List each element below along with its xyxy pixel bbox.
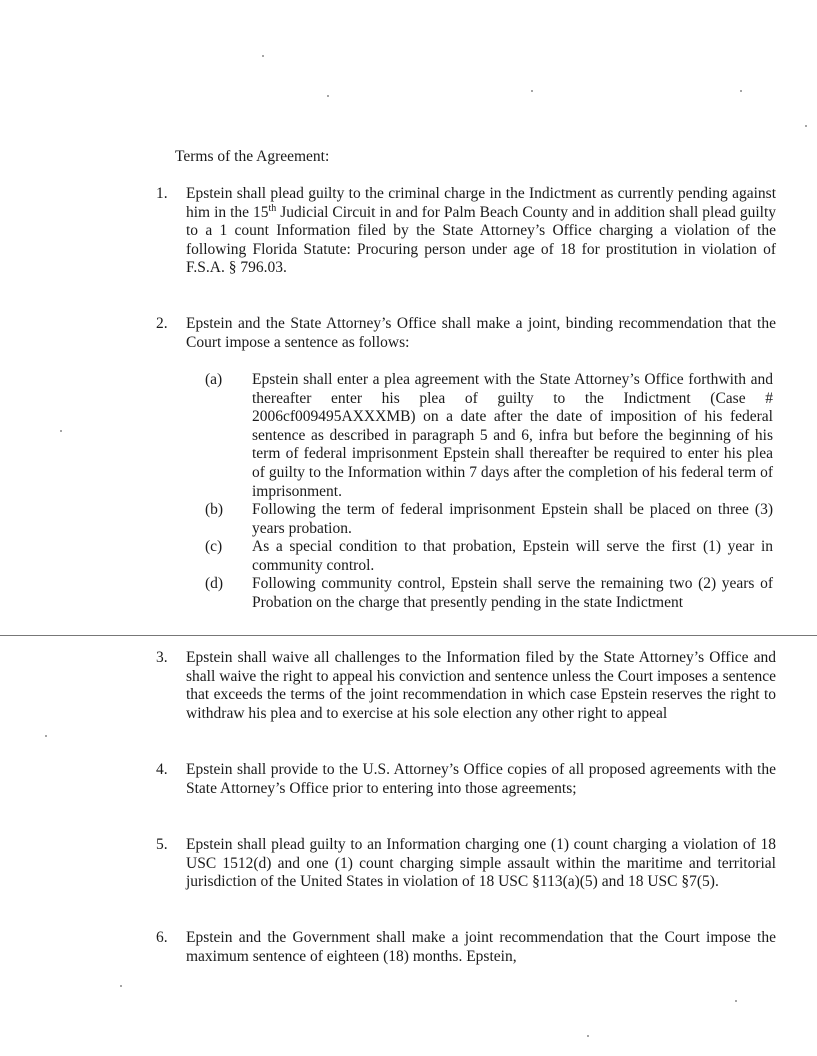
term-number: 6. (156, 929, 168, 946)
subterm-text: Following the term of federal imprisonment Epstein shall be placed on three (3) years probation. (252, 501, 773, 537)
subterm-text: As a special condition to that probation, Epstein will serve the first (1) year in community control. (252, 538, 773, 574)
term-text: Epstein shall waive all challenges to the Information filed by the State Attorney’s Office and shall waive the right to appeal his conviction and sentence unless the Court imposes a sentence that exceeds the terms of the joint recommendation in which case Epstein reserves the right to withdraw his plea and to exercise at his sole election any other right to appeal (186, 649, 776, 722)
scan-speck (262, 55, 264, 57)
term-item-3 (156, 649, 776, 723)
subterm-d (205, 575, 773, 612)
scan-speck (45, 735, 47, 737)
subterm-a (205, 371, 773, 501)
term-text-part-1: Epstein shall plead guilty to the criminal charge in the Indictment as currently pending against him in the 15 (186, 185, 776, 221)
term-item-1 (156, 185, 777, 278)
term-number: 2. (156, 315, 168, 332)
term-number: 4. (156, 761, 168, 778)
term-text-part-2: Judicial Circuit in and for Palm Beach County and in addition shall plead guilty to a 1 count Information filed by the State Attorney’s Office charging a violation of the following Florida Statute: Procuring person under age of 18 for prostitution in violation of F.S.A. § 796.03. (186, 203, 777, 277)
term-text: Epstein shall provide to the U.S. Attorney’s Office copies of all proposed agreements with the State Attorney’s Office prior to entering into those agreements; (186, 761, 776, 797)
scan-speck (120, 985, 122, 987)
subterm-label: (c) (205, 538, 223, 555)
term-number: 1. (156, 185, 168, 202)
term-item-2 (156, 315, 776, 352)
scan-speck (805, 125, 807, 127)
term-number: 5. (156, 836, 168, 853)
term-text: Epstein shall plead guilty to an Information charging one (1) count charging a violation of 18 USC 1512(d) and one (1) count charging simple assault within the maritime and territorial jurisdiction of the United States in violation of 18 USC §113(a)(5) and 18 USC §7(5). (186, 836, 776, 891)
term-number: 3. (156, 649, 168, 666)
subterm-label: (a) (205, 371, 223, 388)
scan-speck (531, 90, 533, 92)
subterm-b (205, 501, 773, 538)
scan-speck (735, 1000, 737, 1002)
subterm-text: Following community control, Epstein shall serve the remaining two (2) years of Probation on the charge that presently pending in the state Indictment (252, 575, 773, 611)
term-item-6 (156, 929, 776, 966)
scan-speck (60, 430, 62, 432)
section-heading: Terms of the Agreement: (175, 148, 330, 165)
ordinal-suffix: th (268, 202, 277, 214)
subterm-text: Epstein shall enter a plea agreement with the State Attorney’s Office forthwith and thereafter enter his plea of guilty to the Indictment (Case # 2006cf009495AXXXMB) on a date after the date of imposition of his federal sentence as described in paragraph 5 and 6, infra but before the beginning of his term of federal imprisonment Epstein shall thereafter be required to enter his plea of guilty to the Information within 7 days after the completion of his federal term of imprisonment. (252, 371, 773, 500)
term-text: Epstein and the Government shall make a joint recommendation that the Court impose the maximum sentence of eighteen (18) months. Epstein, (186, 929, 776, 965)
scan-speck (740, 90, 742, 92)
horizontal-divider (0, 635, 817, 636)
subterm-label: (b) (205, 501, 224, 518)
scan-speck (327, 95, 329, 97)
term-text: Epstein and the State Attorney’s Office shall make a joint, binding recommendation that the Court impose a sentence as follows: (186, 315, 776, 351)
scan-speck (587, 1035, 589, 1037)
subterm-c (205, 538, 773, 575)
term-item-4 (156, 761, 776, 798)
term-item-5 (156, 836, 776, 892)
subterm-label: (d) (205, 575, 224, 592)
